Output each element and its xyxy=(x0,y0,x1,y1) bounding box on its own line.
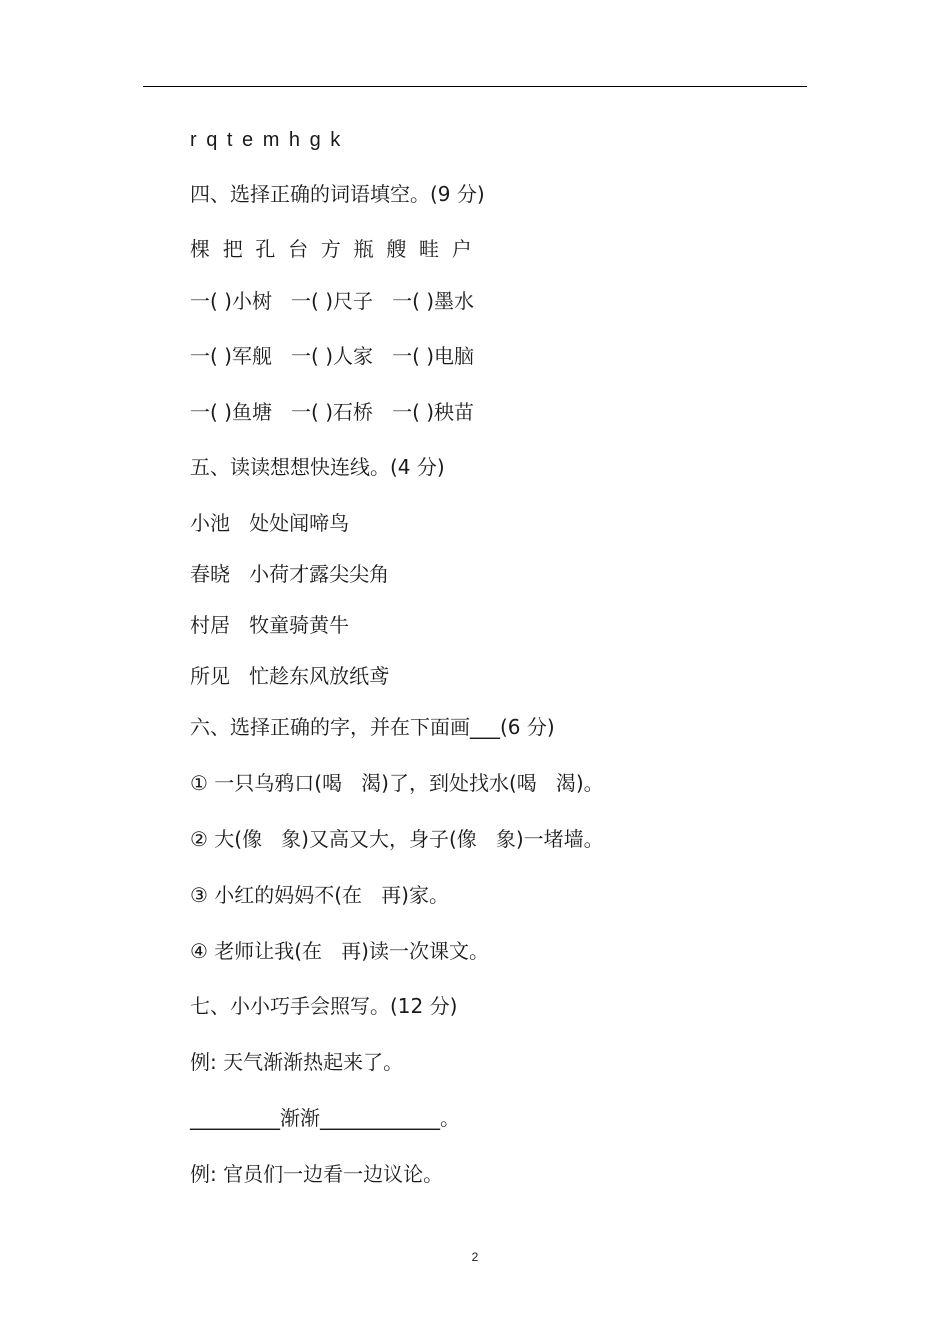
character-choice-item: ① 一只乌鸦口(喝 渴)了，到处找水(喝 渴)。 xyxy=(190,771,604,795)
fill-blank-row: 一( )军舰 一( )人家 一( )电脑 xyxy=(190,344,475,368)
section-four-heading: 四、选择正确的词语填空。(9 分) xyxy=(190,182,485,206)
character-choice-item: ④ 老师让我(在 再)读一次课文。 xyxy=(190,939,489,963)
example-sentence: 例: 天气渐渐热起来了。 xyxy=(190,1050,404,1074)
matching-row: 小池 处处闻啼鸟 xyxy=(190,511,350,535)
page-number: 2 xyxy=(471,1250,479,1264)
measure-word-options: 棵 把 孔 台 方 瓶 艘 畦 户 xyxy=(190,237,472,261)
fill-blank-row: 一( )鱼塘 一( )石桥 一( )秧苗 xyxy=(190,400,475,424)
character-choice-item: ② 大(像 象)又高又大，身子(像 象)一堵墙。 xyxy=(190,827,604,851)
section-five-heading: 五、读读想想快连线。(4 分) xyxy=(190,455,445,479)
matching-row: 村居 牧童骑黄牛 xyxy=(190,613,350,637)
fill-blank-row: 一( )小树 一( )尺子 一( )墨水 xyxy=(190,289,475,313)
matching-row: 春晓 小荷才露尖尖角 xyxy=(190,562,390,586)
imitation-blank-line: _________渐渐____________。 xyxy=(190,1106,460,1130)
example-sentence: 例: 官员们一边看一边议论。 xyxy=(190,1162,444,1186)
pinyin-letters-line: r q t e m h g k xyxy=(190,129,343,151)
section-six-heading: 六、选择正确的字，并在下面画___(6 分) xyxy=(190,715,555,739)
character-choice-item: ③ 小红的妈妈不(在 再)家。 xyxy=(190,883,449,907)
matching-row: 所见 忙趁东风放纸鸢 xyxy=(190,664,390,688)
header-rule xyxy=(143,86,807,87)
section-seven-heading: 七、小小巧手会照写。(12 分) xyxy=(190,994,458,1018)
